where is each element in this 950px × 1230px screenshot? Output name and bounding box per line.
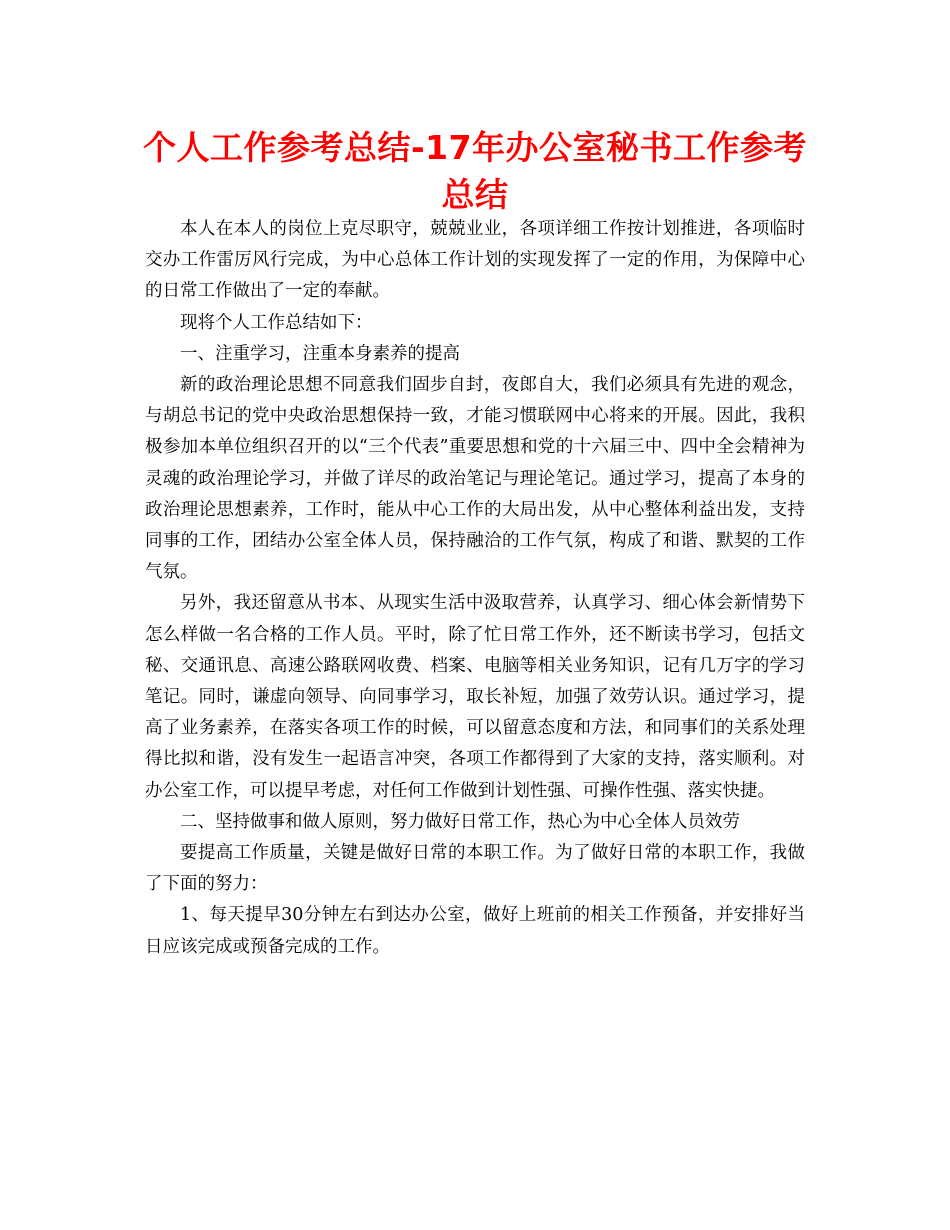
paragraph-summary-lead: 现将个人工作总结如下： bbox=[180, 312, 373, 333]
paragraph-item-1: 1、每天提早30分钟左右到达办公室，做好上班前的相关工作预备，并安排好当日应该完成或预备完成的工作。 bbox=[145, 905, 805, 957]
section-heading-1: 一、注重学习，注重本身素养的提高 bbox=[180, 343, 460, 364]
paragraph-intro: 本人在本人的岗位上克尽职守，兢兢业业，各项详细工作按计划推进，各项临时交办工作雷厉风行完成，为中心总体工作计划的实现发挥了一定的作用，为保障中心的日常工作做出了一定的奉献。 bbox=[145, 219, 805, 302]
paragraph-study: 新的政治理论思想不同意我们固步自封，夜郎自大，我们必须具有先进的观念，与胡总书记的党中央政治思想保持一致，才能习惯联网中心将来的开展。因此，我积极参加本单位组织召开的以“三个代表”重要思想和党的十六届三中、四中全会精神为灵魂的政治理论学习，并做了详尽的政治笔记与理论笔记。通过学习，提高了本身的政治理论思想素养，工作时，能从中心工作的大局出发，从中心整体利益出发，支持同事的工作，团结办公室全体人员，保持融洽的工作气氛，构成了和谐、默契的工作气氛。 bbox=[145, 375, 805, 583]
paragraph-learning: 另外，我还留意从书本、从现实生活中汲取营养，认真学习、细心体会新情势下怎么样做一名合格的工作人员。平时，除了忙日常工作外，还不断读书学习，包括文秘、交通讯息、高速公路联网收费、档案、电脑等相关业务知识，记有几万字的学习笔记。同时，谦虚向领导、向同事学习，取长补短，加强了效劳认识。通过学习，提高了业务素养，在落实各项工作的时候，可以留意态度和方法，和同事们的关系处理得比拟和谐，没有发生一起语言冲突，各项工作都得到了大家的支持，落实顺利。对办公室工作，可以提早考虑，对任何工作做到计划性强、可操作性强、落实快捷。 bbox=[145, 593, 805, 801]
document-title: 个人工作参考总结-17年办公室秘书工作参考总结 bbox=[142, 128, 808, 214]
document-body bbox=[145, 214, 805, 963]
section-heading-2: 二、坚持做事和做人原则，努力做好日常工作，热心为中心全体人员效劳 bbox=[180, 811, 740, 832]
paragraph-daily-work: 要提高工作质量，关键是做好日常的本职工作。为了做好日常的本职工作，我做了下面的努力： bbox=[145, 843, 805, 895]
